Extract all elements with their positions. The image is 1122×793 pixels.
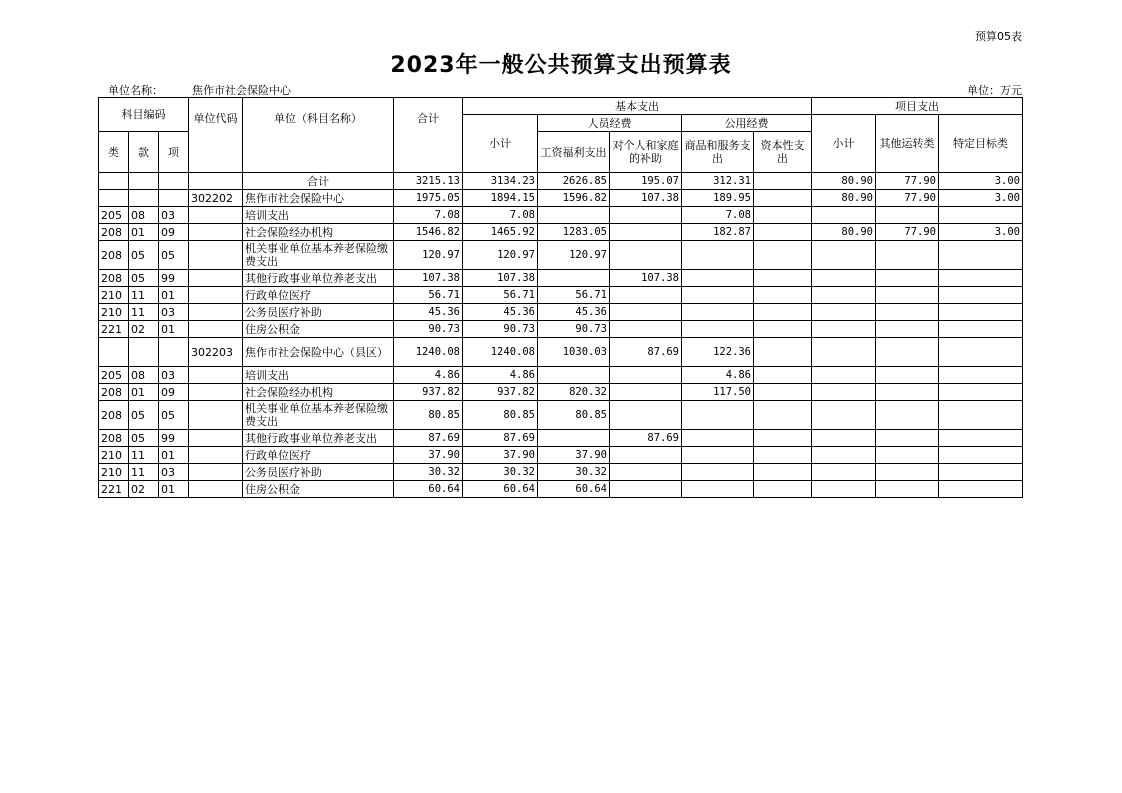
cell-total: 4.86 — [394, 367, 463, 384]
header-goods-services: 商品和服务支出 — [682, 132, 754, 173]
header-basic-expenditure: 基本支出 — [463, 98, 812, 115]
cell-lei: 210 — [99, 304, 129, 321]
cell-unit-code — [189, 464, 243, 481]
cell-kuan: 11 — [129, 464, 159, 481]
table-row — [99, 190, 1023, 207]
cell-other-transfer: 77.90 — [876, 190, 939, 207]
cell-lei: 205 — [99, 367, 129, 384]
cell-project-subtotal — [812, 241, 876, 270]
table-row — [99, 384, 1023, 401]
cell-goods-services: 117.50 — [682, 384, 754, 401]
cell-capital — [754, 447, 812, 464]
cell-household-subsidy — [610, 481, 682, 498]
cell-goods-services — [682, 321, 754, 338]
cell-project-subtotal — [812, 304, 876, 321]
cell-kuan: 08 — [129, 207, 159, 224]
cell-name: 培训支出 — [243, 367, 394, 384]
cell-total: 90.73 — [394, 321, 463, 338]
header-salary-welfare: 工资福利支出 — [538, 132, 610, 173]
cell-name: 焦作市社会保险中心 — [243, 190, 394, 207]
cell-goods-services: 182.87 — [682, 224, 754, 241]
cell-household-subsidy: 87.69 — [610, 338, 682, 367]
cell-goods-services: 122.36 — [682, 338, 754, 367]
cell-other-transfer — [876, 367, 939, 384]
header-unit-subject-name: 单位（科目名称） — [243, 98, 394, 173]
cell-lei: 221 — [99, 481, 129, 498]
table-row — [99, 367, 1023, 384]
cell-xiang: 01 — [159, 447, 189, 464]
cell-specific-target — [939, 367, 1023, 384]
cell-xiang: 03 — [159, 367, 189, 384]
unit-name-label: 单位名称： — [108, 84, 163, 97]
cell-capital — [754, 430, 812, 447]
cell-other-transfer — [876, 321, 939, 338]
cell-household-subsidy: 195.07 — [610, 173, 682, 190]
cell-kuan: 01 — [129, 224, 159, 241]
cell-name: 培训支出 — [243, 207, 394, 224]
cell-other-transfer — [876, 430, 939, 447]
cell-household-subsidy — [610, 287, 682, 304]
cell-salary-welfare: 45.36 — [538, 304, 610, 321]
header-unit-code: 单位代码 — [189, 98, 243, 173]
cell-name: 住房公积金 — [243, 481, 394, 498]
cell-salary-welfare: 2626.85 — [538, 173, 610, 190]
cell-lei — [99, 190, 129, 207]
cell-unit-code: 302202 — [189, 190, 243, 207]
cell-total: 120.97 — [394, 241, 463, 270]
cell-unit-code — [189, 224, 243, 241]
cell-salary-welfare: 90.73 — [538, 321, 610, 338]
cell-household-subsidy: 87.69 — [610, 430, 682, 447]
cell-kuan — [129, 338, 159, 367]
cell-capital — [754, 270, 812, 287]
cell-goods-services: 7.08 — [682, 207, 754, 224]
cell-project-subtotal — [812, 464, 876, 481]
cell-capital — [754, 338, 812, 367]
table-row — [99, 207, 1023, 224]
cell-basic-subtotal: 87.69 — [463, 430, 538, 447]
cell-project-subtotal — [812, 384, 876, 401]
cell-kuan: 01 — [129, 384, 159, 401]
header-xiang: 项 — [159, 132, 189, 173]
cell-other-transfer — [876, 384, 939, 401]
cell-name: 合计 — [243, 173, 394, 190]
cell-lei: 208 — [99, 384, 129, 401]
cell-other-transfer: 77.90 — [876, 224, 939, 241]
unit-name-value: 焦作市社会保险中心 — [192, 84, 291, 97]
cell-kuan: 05 — [129, 430, 159, 447]
cell-lei — [99, 173, 129, 190]
cell-capital — [754, 384, 812, 401]
cell-xiang: 01 — [159, 481, 189, 498]
cell-other-transfer — [876, 481, 939, 498]
cell-other-transfer — [876, 464, 939, 481]
cell-goods-services — [682, 401, 754, 430]
budget-table — [98, 97, 1023, 498]
cell-capital — [754, 207, 812, 224]
cell-basic-subtotal: 1894.15 — [463, 190, 538, 207]
cell-total: 45.36 — [394, 304, 463, 321]
cell-salary-welfare: 1030.03 — [538, 338, 610, 367]
cell-basic-subtotal: 37.90 — [463, 447, 538, 464]
cell-project-subtotal: 80.90 — [812, 224, 876, 241]
cell-goods-services: 312.31 — [682, 173, 754, 190]
cell-household-subsidy — [610, 447, 682, 464]
cell-capital — [754, 190, 812, 207]
header-lei: 类 — [99, 132, 129, 173]
header-project-subtotal: 小计 — [812, 115, 876, 173]
cell-capital — [754, 481, 812, 498]
cell-basic-subtotal: 3134.23 — [463, 173, 538, 190]
header-total: 合计 — [394, 98, 463, 173]
cell-salary-welfare — [538, 367, 610, 384]
cell-goods-services: 189.95 — [682, 190, 754, 207]
table-row — [99, 464, 1023, 481]
cell-unit-code: 302203 — [189, 338, 243, 367]
cell-goods-services — [682, 447, 754, 464]
cell-project-subtotal — [812, 447, 876, 464]
header-household-subsidy: 对个人和家庭的补助 — [610, 132, 682, 173]
cell-project-subtotal — [812, 207, 876, 224]
cell-household-subsidy — [610, 224, 682, 241]
cell-project-subtotal: 80.90 — [812, 173, 876, 190]
cell-basic-subtotal: 56.71 — [463, 287, 538, 304]
cell-salary-welfare: 1283.05 — [538, 224, 610, 241]
cell-specific-target — [939, 304, 1023, 321]
cell-total: 30.32 — [394, 464, 463, 481]
table-row — [99, 270, 1023, 287]
cell-total: 60.64 — [394, 481, 463, 498]
cell-basic-subtotal: 1240.08 — [463, 338, 538, 367]
cell-kuan: 11 — [129, 447, 159, 464]
cell-project-subtotal — [812, 401, 876, 430]
cell-salary-welfare: 37.90 — [538, 447, 610, 464]
header-other-transfer: 其他运转类 — [876, 115, 939, 173]
cell-total: 937.82 — [394, 384, 463, 401]
cell-basic-subtotal: 45.36 — [463, 304, 538, 321]
cell-other-transfer — [876, 241, 939, 270]
table-row — [99, 241, 1023, 270]
table-row — [99, 224, 1023, 241]
table-body — [99, 173, 1023, 498]
cell-xiang: 09 — [159, 384, 189, 401]
cell-project-subtotal — [812, 430, 876, 447]
table-header — [99, 98, 1023, 173]
cell-specific-target — [939, 241, 1023, 270]
cell-household-subsidy — [610, 321, 682, 338]
cell-goods-services — [682, 241, 754, 270]
table-row — [99, 321, 1023, 338]
cell-lei: 210 — [99, 464, 129, 481]
cell-goods-services: 4.86 — [682, 367, 754, 384]
cell-lei: 208 — [99, 270, 129, 287]
cell-kuan — [129, 173, 159, 190]
cell-name: 住房公积金 — [243, 321, 394, 338]
cell-specific-target — [939, 338, 1023, 367]
cell-total: 7.08 — [394, 207, 463, 224]
cell-xiang: 09 — [159, 224, 189, 241]
cell-project-subtotal — [812, 270, 876, 287]
cell-specific-target — [939, 384, 1023, 401]
cell-project-subtotal — [812, 367, 876, 384]
cell-unit-code — [189, 401, 243, 430]
cell-xiang: 03 — [159, 464, 189, 481]
cell-basic-subtotal: 90.73 — [463, 321, 538, 338]
header-project-expenditure: 项目支出 — [812, 98, 1023, 115]
table-row — [99, 430, 1023, 447]
cell-lei: 208 — [99, 241, 129, 270]
cell-salary-welfare — [538, 207, 610, 224]
cell-salary-welfare: 30.32 — [538, 464, 610, 481]
cell-unit-code — [189, 241, 243, 270]
cell-kuan — [129, 190, 159, 207]
currency-unit: 单位：万元 — [967, 84, 1022, 97]
cell-salary-welfare — [538, 430, 610, 447]
cell-unit-code — [189, 367, 243, 384]
cell-basic-subtotal: 60.64 — [463, 481, 538, 498]
cell-kuan: 08 — [129, 367, 159, 384]
cell-unit-code — [189, 447, 243, 464]
form-code: 预算05表 — [975, 30, 1022, 43]
header-basic-subtotal: 小计 — [463, 115, 538, 173]
cell-basic-subtotal: 937.82 — [463, 384, 538, 401]
cell-basic-subtotal: 107.38 — [463, 270, 538, 287]
cell-total: 107.38 — [394, 270, 463, 287]
cell-salary-welfare — [538, 270, 610, 287]
cell-household-subsidy — [610, 384, 682, 401]
cell-project-subtotal — [812, 287, 876, 304]
cell-xiang — [159, 173, 189, 190]
cell-unit-code — [189, 173, 243, 190]
table-row — [99, 304, 1023, 321]
cell-name: 公务员医疗补助 — [243, 464, 394, 481]
cell-total: 87.69 — [394, 430, 463, 447]
cell-basic-subtotal: 30.32 — [463, 464, 538, 481]
cell-specific-target — [939, 207, 1023, 224]
cell-capital — [754, 287, 812, 304]
cell-other-transfer — [876, 207, 939, 224]
cell-salary-welfare: 56.71 — [538, 287, 610, 304]
cell-household-subsidy — [610, 207, 682, 224]
cell-other-transfer — [876, 304, 939, 321]
cell-salary-welfare: 60.64 — [538, 481, 610, 498]
table-row — [99, 287, 1023, 304]
cell-salary-welfare: 120.97 — [538, 241, 610, 270]
cell-capital — [754, 241, 812, 270]
cell-goods-services — [682, 464, 754, 481]
cell-goods-services — [682, 430, 754, 447]
cell-project-subtotal — [812, 338, 876, 367]
cell-household-subsidy — [610, 464, 682, 481]
cell-specific-target — [939, 447, 1023, 464]
cell-kuan: 02 — [129, 321, 159, 338]
table-row — [99, 401, 1023, 430]
cell-name: 其他行政事业单位养老支出 — [243, 270, 394, 287]
header-specific-target: 特定目标类 — [939, 115, 1023, 173]
cell-specific-target: 3.00 — [939, 190, 1023, 207]
header-personnel: 人员经费 — [538, 115, 682, 132]
cell-lei: 205 — [99, 207, 129, 224]
cell-household-subsidy — [610, 367, 682, 384]
cell-household-subsidy — [610, 241, 682, 270]
cell-name: 行政单位医疗 — [243, 287, 394, 304]
table-row — [99, 447, 1023, 464]
cell-name: 社会保险经办机构 — [243, 384, 394, 401]
cell-total: 3215.13 — [394, 173, 463, 190]
cell-other-transfer — [876, 401, 939, 430]
cell-basic-subtotal: 4.86 — [463, 367, 538, 384]
cell-other-transfer — [876, 287, 939, 304]
cell-specific-target — [939, 321, 1023, 338]
cell-total: 1240.08 — [394, 338, 463, 367]
cell-salary-welfare: 820.32 — [538, 384, 610, 401]
cell-name: 行政单位医疗 — [243, 447, 394, 464]
cell-lei: 210 — [99, 447, 129, 464]
cell-name: 机关事业单位基本养老保险缴费支出 — [243, 401, 394, 430]
cell-xiang: 99 — [159, 430, 189, 447]
cell-capital — [754, 173, 812, 190]
cell-goods-services — [682, 304, 754, 321]
cell-specific-target — [939, 430, 1023, 447]
cell-kuan: 11 — [129, 304, 159, 321]
cell-specific-target — [939, 481, 1023, 498]
cell-household-subsidy — [610, 304, 682, 321]
table-row — [99, 173, 1023, 190]
cell-goods-services — [682, 287, 754, 304]
cell-specific-target — [939, 287, 1023, 304]
cell-unit-code — [189, 287, 243, 304]
cell-household-subsidy: 107.38 — [610, 190, 682, 207]
cell-unit-code — [189, 481, 243, 498]
cell-kuan: 11 — [129, 287, 159, 304]
cell-xiang: 01 — [159, 287, 189, 304]
header-subject-code: 科目编码 — [99, 98, 189, 132]
page-title: 2023年一般公共预算支出预算表 — [390, 53, 732, 78]
cell-goods-services — [682, 270, 754, 287]
header-kuan: 款 — [129, 132, 159, 173]
cell-unit-code — [189, 207, 243, 224]
cell-xiang: 01 — [159, 321, 189, 338]
cell-unit-code — [189, 321, 243, 338]
cell-lei: 221 — [99, 321, 129, 338]
cell-kuan: 02 — [129, 481, 159, 498]
cell-capital — [754, 464, 812, 481]
cell-basic-subtotal: 80.85 — [463, 401, 538, 430]
cell-other-transfer — [876, 338, 939, 367]
cell-lei — [99, 338, 129, 367]
cell-specific-target — [939, 401, 1023, 430]
cell-name: 焦作市社会保险中心（县区） — [243, 338, 394, 367]
cell-household-subsidy — [610, 401, 682, 430]
cell-name: 社会保险经办机构 — [243, 224, 394, 241]
cell-basic-subtotal: 7.08 — [463, 207, 538, 224]
cell-specific-target — [939, 464, 1023, 481]
unit-name-line — [108, 82, 291, 98]
cell-kuan: 05 — [129, 241, 159, 270]
cell-unit-code — [189, 270, 243, 287]
cell-total: 37.90 — [394, 447, 463, 464]
cell-salary-welfare: 80.85 — [538, 401, 610, 430]
cell-salary-welfare: 1596.82 — [538, 190, 610, 207]
cell-xiang: 05 — [159, 241, 189, 270]
cell-capital — [754, 224, 812, 241]
cell-project-subtotal — [812, 481, 876, 498]
cell-lei: 208 — [99, 430, 129, 447]
cell-household-subsidy: 107.38 — [610, 270, 682, 287]
cell-total: 1975.05 — [394, 190, 463, 207]
cell-capital — [754, 401, 812, 430]
cell-specific-target: 3.00 — [939, 224, 1023, 241]
cell-capital — [754, 321, 812, 338]
cell-name: 机关事业单位基本养老保险缴费支出 — [243, 241, 394, 270]
cell-basic-subtotal: 1465.92 — [463, 224, 538, 241]
cell-specific-target: 3.00 — [939, 173, 1023, 190]
cell-capital — [754, 304, 812, 321]
cell-project-subtotal — [812, 321, 876, 338]
cell-other-transfer — [876, 270, 939, 287]
cell-specific-target — [939, 270, 1023, 287]
cell-lei: 208 — [99, 224, 129, 241]
table-row — [99, 338, 1023, 367]
cell-lei: 208 — [99, 401, 129, 430]
cell-other-transfer — [876, 447, 939, 464]
cell-xiang: 03 — [159, 207, 189, 224]
header-capital: 资本性支出 — [754, 132, 812, 173]
cell-unit-code — [189, 304, 243, 321]
cell-capital — [754, 367, 812, 384]
cell-name: 其他行政事业单位养老支出 — [243, 430, 394, 447]
cell-xiang: 99 — [159, 270, 189, 287]
cell-lei: 210 — [99, 287, 129, 304]
cell-kuan: 05 — [129, 270, 159, 287]
cell-project-subtotal: 80.90 — [812, 190, 876, 207]
cell-other-transfer: 77.90 — [876, 173, 939, 190]
cell-total: 56.71 — [394, 287, 463, 304]
table-row — [99, 481, 1023, 498]
cell-xiang — [159, 338, 189, 367]
cell-name: 公务员医疗补助 — [243, 304, 394, 321]
cell-total: 80.85 — [394, 401, 463, 430]
cell-xiang — [159, 190, 189, 207]
cell-unit-code — [189, 384, 243, 401]
cell-goods-services — [682, 481, 754, 498]
header-public-funds: 公用经费 — [682, 115, 812, 132]
cell-basic-subtotal: 120.97 — [463, 241, 538, 270]
cell-unit-code — [189, 430, 243, 447]
cell-total: 1546.82 — [394, 224, 463, 241]
cell-xiang: 05 — [159, 401, 189, 430]
cell-xiang: 03 — [159, 304, 189, 321]
cell-kuan: 05 — [129, 401, 159, 430]
